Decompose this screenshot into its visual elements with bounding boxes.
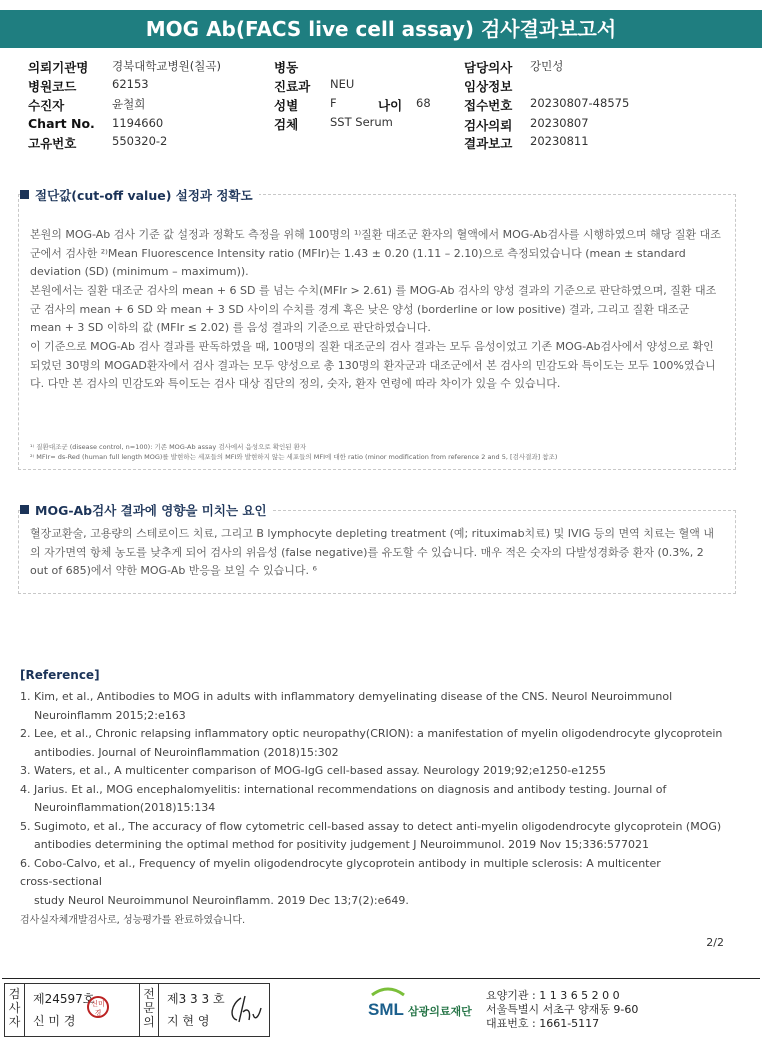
factors-heading-text: MOG-Ab검사 결과에 영향을 미치는 요인 (35, 503, 267, 518)
cutoff-heading-text: 절단값(cut-off value) 설정과 정확도 (35, 188, 253, 203)
reference-line: 3. Waters, et al., A multicenter comparison of MOG-IgG cell-based assay. Neurology 2019;92;e1250-e1255 (20, 764, 606, 777)
info-label: 수진자 (28, 98, 65, 113)
info-label: 고유번호 (28, 136, 77, 151)
tester-column-label (5, 984, 25, 1036)
validation-note: 검사실자체개발검사로, 성능평가를 완료하였습니다. (20, 915, 246, 926)
reference-heading: [Reference] (20, 668, 100, 682)
info-label: 의뢰기관명 (28, 60, 89, 75)
footnote-2: ²⁾ MFIr= ds-Red (human full length MOG)를 발현하는 세포들의 MFI와 발현하지 않는 세포들의 MFI에 대한 ratio (minor modification from reference 2 and 5, [검사결과] 참조) (30, 453, 558, 461)
reference-item (20, 855, 740, 892)
page-number: 2/2 (706, 936, 724, 949)
info-label: 접수번호 (464, 98, 513, 113)
info-label: 담당의사 (464, 60, 513, 75)
footer (2, 978, 760, 1041)
square-bullet-icon (20, 505, 29, 514)
reference-line: study Neurol Neuroimmunol Neuroinflamm. 2019 Dec 13;7(2):e649. (34, 893, 409, 907)
square-bullet-icon (20, 190, 29, 199)
sml-logo-icon (368, 985, 408, 1023)
info-value: 20230807 (530, 116, 589, 130)
info-label: 성별 (274, 98, 299, 113)
info-value: 강민성 (530, 59, 564, 73)
info-value: 20230807-48575 (530, 96, 630, 110)
info-value: 윤철희 (112, 97, 146, 111)
reference-line: 2. Lee, et al., Chronic relapsing inflammatory optic neuropathy(CRION): a manifestation of myelin oligodendrocyte glycoprotein (20, 727, 723, 740)
address: 서울특별시 서초구 양재동 9-60 (486, 1003, 639, 1016)
age-label: 나이 (378, 98, 403, 113)
patient-info (0, 54, 762, 154)
phone-number: 대표번호 : 1661-5117 (486, 1017, 600, 1030)
reference-line: Neuroinflammation(2018)15:134 (34, 801, 216, 814)
sml-logo-text: SML (368, 1000, 404, 1019)
info-value: 550320-2 (112, 134, 168, 148)
reference-item (20, 762, 740, 781)
reference-line: 4. Jarius. Et al., MOG encephalomyelitis: international recommendations on diagnosis and antibody testing. Journal of (20, 782, 667, 796)
info-value: NEU (330, 77, 355, 91)
institution-code: 요양기관 : 1 1 3 6 5 2 0 0 (486, 989, 620, 1002)
info-label: Chart No. (28, 116, 95, 131)
reference-line: 1. Kim, et al., Antibodies to MOG in adults with inflammatory demyelinating disease of the CNS. Neurol Neuroimmunol (20, 690, 673, 703)
factors-paragraph: 혈장교환술, 고용량의 스테로이드 치료, 그리고 B lymphocyte depleting treatment (예; rituximab치료) 및 IVIG 등의 면역 치료는 혈액 내의 자가면역 항체 농도를 낮추게 되어 검사의 위음성 (false negative)를 유도할 수 있습니다. 매우 적은 숫자의 다발성경화증 환자 (0.3%, 2 out of 685)에서 약한 MOG-Ab 반응을 보일 수 있습니다. ⁶ (30, 527, 714, 577)
reference-line: Neuroinflamm 2015;2:e163 (34, 708, 186, 722)
info-value: 경북대학교병원(칠곡) (112, 59, 221, 73)
age-value: 68 (416, 96, 431, 110)
signature-icon (227, 994, 263, 1026)
cutoff-paragraph-3: 이 기준으로 MOG-Ab 검사 결과를 판독하였을 때, 100명의 질환 대조군의 검사 결과는 모두 음성이었고 기존 MOG-Ab검사에서 양성으로 확인되었던 30명의 MOGAD환자에서 검사 결과는 모두 양성으로 총 130명의 환자군과 대조군에서 본 검사의 민감도와 특이도는 모두 100%였습니다. 다만 본 검사의 민감도와 특이도는 검사 대상 집단의 정의, 숫자, 환자 연령에 따라 차이가 있을 수 있습니다. (30, 340, 716, 390)
footnote-1: ¹⁾ 질환대조군 (disease control, n=100): 기존 MOG-Ab assay 검사에서 음성으로 확인된 환자 (30, 443, 307, 451)
organization-name: 삼광의료재단 (408, 1005, 472, 1018)
tester-label: 검사자 (8, 987, 21, 1029)
reference-item (20, 818, 740, 855)
reference-line: cross-sectional (20, 875, 102, 888)
specialist-license: 제3 3 3 호 (167, 992, 225, 1006)
cutoff-section-heading (20, 186, 259, 204)
specialist-label: 전문의 (143, 987, 155, 1029)
contact-info (486, 989, 638, 1031)
cutoff-paragraph-2: 본원에서는 질환 대조군 검사의 mean + 6 SD 를 넘는 수치(MFIr > 2.61) 를 MOG-Ab 검사의 양성 결과의 기준으로 판단하였으며, 질환 대조군 검사의 mean + 6 SD 와 mean + 3 SD 사이의 수치를 경계 혹은 낮은 양성 (borderline or low positive) 결과, 그리고 질환 대조군 mean + 3 SD 이하의 값 (MFIr ≤ 2.02) 를 음성 결과의 기준으로 판단하였습니다. (30, 284, 717, 334)
info-label: 검사의뢰 (464, 118, 513, 133)
info-value: 62153 (112, 77, 149, 91)
cutoff-paragraph-1: 본원의 MOG-Ab 검사 기준 값 설정과 정확도 측정을 위해 100명의 ¹⁾질환 대조군 환자의 혈액에서 MOG-Ab검사를 시행하였으며 해당 질환 대조군에서 검사한 ²⁾Mean Fluorescence Intensity ratio (MFIr)는 1.43 ± 0.20 (1.11 – 2.10)으로 측정되었습니다 (mean ± standard deviation (SD) (minimum – maximum)). (30, 228, 721, 278)
info-label: 임상정보 (464, 79, 513, 94)
reference-item (20, 725, 740, 762)
info-label: 검체 (274, 117, 299, 132)
info-label: 결과보고 (464, 136, 513, 151)
info-value: 1194660 (112, 116, 164, 130)
info-value: F (330, 96, 337, 110)
info-label: 병동 (274, 60, 299, 75)
specialist-name: 지 현 영 (167, 1014, 210, 1028)
signature-box (4, 983, 270, 1037)
tester-name: 신 미 경 (33, 1014, 76, 1028)
report-title: MOG Ab(FACS live cell assay) 검사결과보고서 (0, 10, 762, 48)
reference-line: antibodies determining the optimal method for positivity judgement J Neuroimmunol. 2019 Nov 15;336:577021 (34, 838, 650, 851)
reference-line: 6. Cobo-Calvo, et al., Frequency of myelin oligodendrocyte glycoprotein antibody in multiple sclerosis: A multicenter (20, 856, 661, 870)
info-label: 병원코드 (28, 79, 77, 94)
reference-line: antibodies. Journal of Neuroinflammation (2018)15:302 (34, 745, 339, 759)
reference-item (20, 781, 740, 818)
factors-section-heading (20, 501, 273, 519)
reference-list (20, 688, 740, 931)
info-value: 20230811 (530, 134, 589, 148)
info-label: 진료과 (274, 79, 311, 94)
reference-item (20, 688, 740, 725)
info-value: SST Serum (330, 115, 393, 129)
tester-seal (87, 996, 109, 1018)
specialist-column-label (139, 984, 159, 1036)
tester-license: 제24597호 (33, 992, 95, 1006)
reference-line: 5. Sugimoto, et al., The accuracy of flow cytometric cell-based assay to detect anti-myelin oligodendrocyte glycoprotein (MOG) (20, 819, 722, 833)
seal-text: 신미경 (91, 1000, 105, 1017)
